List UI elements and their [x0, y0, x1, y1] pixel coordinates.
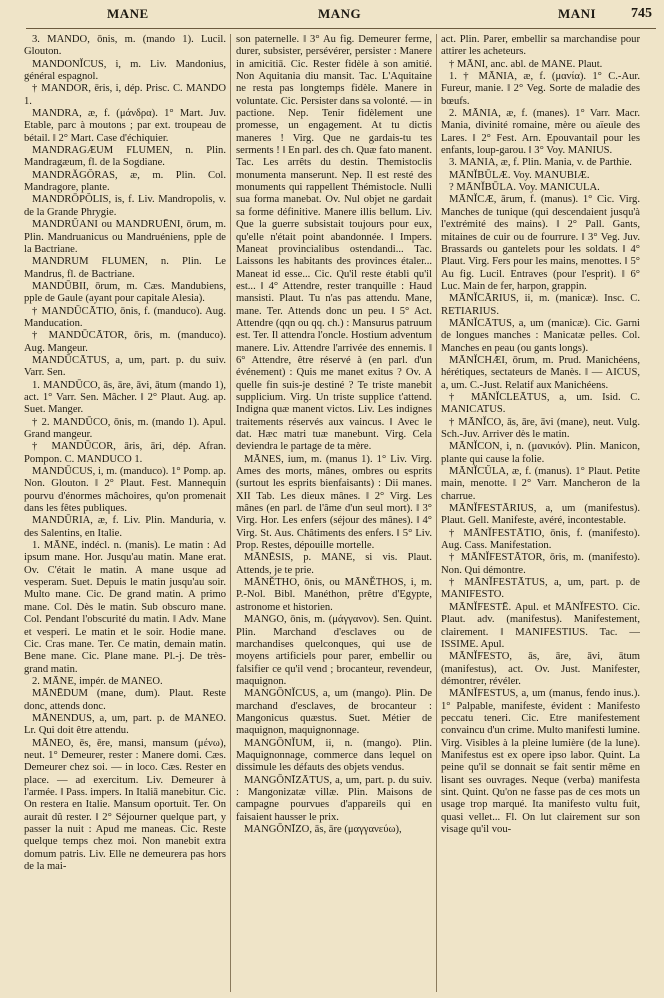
dictionary-entry: MĀNĬFESTĀRIUS, a, um (manifestus). Plaut. Gell. Manifeste, avéré, incontestable.: [441, 503, 640, 527]
page-number: 745: [631, 6, 652, 21]
header-right-guideword: MANI: [558, 6, 597, 21]
dictionary-entry: MANDRA, æ, f. (μάνδρα). 1° Mart. Juv. Etable, parc à moutons ; par ext. troupeau de bétail. ‖ 2° Mart. Case d'échiquier.: [24, 108, 226, 144]
page-header: [0, 6, 664, 24]
dictionary-entry: MĀNES, ium, m. (manus 1). 1° Liv. Virg. Ames des morts, mânes, ombres ou esprits (surtout les esprits bienfaisants) : Dii manes. XII Tab. Les dieux mânes. ‖ 2° Virg. Les mânes (en parl. de l'âme d'un seul mort). ‖ 3° Virg. Hor. Les enfers (séjour des mânes). ‖ 4° Virg. St. Aus. Châtiments des enfers. ‖ 5° Liv. Prop. Restes, dépouille mortelle.: [236, 453, 432, 552]
dictionary-entry: † MĀNĬFESTĀTUS, a, um, part. p. de MANIFESTO.: [441, 577, 640, 601]
dictionary-entry: MANDRUM FLUMEN, n. Plin. Le Mandrus, fl. de Bactriane.: [24, 256, 226, 280]
dictionary-entry: MANGŌNĪZĀTUS, a, um, part. p. du suiv. : Mangonizatæ villæ. Plin. Maisons de campagne pourvues d'appareils qui en faisaient hausser le prix.: [236, 774, 432, 823]
dictionary-entry: MANDONĬCUS, i, m. Liv. Mandonius, général espagnol.: [24, 58, 226, 83]
dictionary-entry: MĀNĒDUM (mane, dum). Plaut. Reste donc, attends donc.: [24, 688, 226, 712]
column-divider-1: [230, 34, 231, 992]
dictionary-entry: † MĀNI, anc. abl. de MANE. Plaut.: [449, 58, 603, 70]
dictionary-entry: 1. † MĀNIA, æ, f. (μανία). 1° C.-Aur. Fureur, manie. ‖ 2° Veg. Sorte de maladie des bœufs.: [441, 71, 640, 107]
dictionary-entry: MĀNENDUS, a, um, part. p. de MANEO. Lr. Qui doit être attendu.: [24, 712, 226, 737]
dictionary-entry: 3. MANIA, æ, f. Plin. Mania, v. de Parthie.: [449, 157, 632, 169]
dictionary-entry: MĀNĬCON, i, n. (μανικόν). Plin. Manicon, plante qui cause la folie.: [441, 441, 640, 465]
dictionary-entry: MANDRŌPŎLIS, is, f. Liv. Mandropolis, v. de la Grande Phrygie.: [24, 194, 226, 218]
dictionary-entry: MĀNĬCĀTUS, a, um (manicæ). Cic. Garni de longues manches : Manicatæ pelles. Col. Manches en peau (ou gants longs).: [441, 317, 640, 354]
dictionary-entry: † 2. MANDŪCO, ōnis, m. (mando 1). Apul. Grand mangeur.: [24, 416, 226, 440]
dictionary-entry: MANDRAGÆUM FLUMEN, n. Plin. Mandragæum, fl. de la Sogdiane.: [24, 145, 226, 169]
header-left-guideword: MANE: [107, 6, 149, 21]
dictionary-entry: MANDRĂGŎRAS, æ, m. Plin. Col. Mandragore, plante.: [24, 169, 226, 194]
dictionary-entry: MANGŌNĪZO, ās, āre (μαγγανεύω),: [244, 824, 402, 835]
header-center-guideword: MANG: [318, 6, 362, 21]
dictionary-entry: son paternelle. ‖ 3° Au fig. Demeurer ferme, durer, subsister, persévérer, persister : Manere in amicitiā. Cic. Rester fidèle à son amitié. Non Aquitania diu mansit. Tac. L'Aquitaine ne resta pas longtemps fidèle. Manere in voluntate. Cic. Persister dans sa volonté. — in pactione. Nep. Tenir fidèlement une promesse, un engagement. At tu dictis maneres ! Virg. Que ne gardais-tu tes serments ! ‖ En parl. des ch. Quæ fato manent. Tac. Les arrêts du destin. Themistoclis monumenta manserunt. Nep. Il est resté des monuments qui rappellent Thémistocle. Nulli sua forma manebat. Ov. Nul objet ne gardait sa forme définitive. Manere illis bellum. Liv. Que la guerre subsistait toujours pour eux, qu'elle n'était point abandonnée. ‖ Impers. Maneat provincialibus ostendandi... Tac. Laissons les habitants des provinces étaler... Maneat id esse... Cic. Qu'il reste établi qu'il est... ‖ 4° Attendre, rester tranquille : Haud mansisti. Plaut. Tu n'as pas attendu. Mane, mane. Ter. Attends donc un peu. ‖ 5° Act. Attendre (qqn ou qq. ch.) : Mansurus patruum est. Ter. Il attendra l'oncle. Hostium adventum manere. Liv. Attendre l'arrivée des ennemis. ‖ 6° Attendre, être réservé à (en parl. d'un événement) : Quis me manet exitus ? Ov. A quelle fin suis-je destiné ? Te triste manebit supplicium. Virg. Un triste supplice t'attend. Indigna quæ manent victos. Liv. Les indignes traitements réservés aux vaincus. ‖ Avec le dat. Hæc matri tuæ manebunt. Virg. Cela deviendra le partage de ta mère.: [236, 34, 432, 453]
dictionary-entry: MĀNEO, ēs, ēre, mansi, mansum (μένω), neut. 1° Demeurer, rester : Manere domi. Cæs. Demeurer chez soi. — in loco. Cæs. Rester en place. — ad exercitum. Liv. Demeurer à l'armée. ‖ Pass. impers. In Italiā manebitur. Cic. On restera en Italie. Mansum oportuit. Ter. On aurait dû rester. ‖ 2° Séjourner quelque part, y passer la nuit : Apud me maneas. Cic. Reste quelque temps chez moi. Non manebit extra domum patris. Liv. Elle ne demeurera pas hors de la mai-: [24, 737, 226, 873]
dictionary-entry: MĀNĬCHÆI, ōrum, m. Prud. Manichéens, hérétiques, sectateurs de Manès. ‖ — AICUS, a, um. C.-Just. Relatif aux Manichéens.: [441, 354, 640, 391]
dictionary-entry: MĀNĬCÆ, ārum, f. (manus). 1° Cic. Virg. Manches de tunique (qui descendaient jusqu'à l'extrémité des mains). ‖ 2° Pall. Gants, mitaines de cuir ou de fourrure. ‖ 3° Veg. Juv. Brassards ou gantelets pour les soldats. ‖ 4° Plaut. Virg. Fers pour les mains, menottes. ‖ 5° Au fig. Lucil. Entraves (pour l'esprit). ‖ 6° Luc. Main de fer, harpon, grappin.: [441, 194, 640, 292]
dictionary-entry: † MANDOR, ēris, i, dép. Prisc. C. MANDO 1.: [24, 83, 226, 107]
dictionary-entry: MANDRŬANI ou MANDRUĒNI, ōrum, m. Plin. Mandruanicus ou Mandruéniens, pple de la Bactriane.: [24, 219, 226, 255]
dictionary-entry: 1. MĀNE, indécl. n. (manis). Le matin : Ad ipsum mane. Hor. Jusqu'au matin. Mane erat. Ov. C'était le matin. A mane usque ad vesperam. Suet. Depuis le matin jusqu'au soir. Multo mane. Cic. De grand matin. A primo mane. Col. Dès le matin. Sub obscuro mane. Col. Pendant l'obscurité du matin. ‖ Adv. Mane et vesperi. Le matin et le soir. Hodie mane. Cic. Cras mane. Ter. Ce matin, demain matin. Bene mane. Cic. Plane mane. Pl.-j. De très-grand matin.: [24, 540, 226, 675]
dictionary-entry: † MĀNĬFESTĀTIO, ōnis, f. (manifesto). Aug. Cass. Manifestation.: [441, 527, 640, 552]
dictionary-entry: MĀNĬCĀRIUS, ii, m. (manicæ). Insc. C. RETIARIUS.: [441, 293, 640, 317]
dictionary-entry: MANDŪCUS, i, m. (manduco). 1° Pomp. ap. Non. Glouton. ‖ 2° Plaut. Fest. Mannequin pourvu d'énormes mâchoires, qu'on promenait dans les fêtes publiques.: [24, 466, 226, 515]
dictionary-entry: MĀNĒSIS, p. MANE, si vis. Plaut. Attends, je te prie.: [236, 552, 432, 576]
dictionary-entry: † MANDŪCĀTIO, ōnis, f. (manduco). Aug. Manducation.: [24, 305, 226, 329]
dictionary-entry: MANGŌNĬUM, ii, n. (mango). Plin. Maquignonnage, commerce dans lequel on dissimule les défauts des objets vendus.: [236, 737, 432, 774]
dictionary-entry: 2. MĀNE, impér. de MANEO.: [32, 675, 163, 687]
column-2: [236, 34, 432, 994]
dictionary-entry: MĀNĔTHO, ōnis, ou MĀNĔTHOS, i, m. P.-Nol. Bibl. Manéthon, prêtre d'Egypte, astronome et historien.: [236, 577, 432, 613]
column-1: [24, 34, 226, 994]
dictionary-entry: MĀNĬBŪLÆ. Voy. MANUBIÆ.: [449, 169, 590, 181]
dictionary-entry: † MĀNĬCO, ās, āre, āvi (mane), neut. Vulg. Sch.-Juv. Arriver dès le matin.: [441, 416, 640, 440]
column-divider-2: [436, 34, 437, 992]
dictionary-entry: MĀNĬFESTUS, a, um (manus, fendo inus.). 1° Palpable, manifeste, évident : Manifesto peccatu teneri. Cic. Etre manifestement convaincu d'un crime. Multo manifesti lumine. Virg. Visibles à la pleine lumière (de la lune). Manifestus est ex opere ipso labor. Quint. La peine qu'il se donnait se fait sentir même en lisant ses ouvrages. Neque (verba) manifesta sint. Quint. Qu'on ne fasse pas de ces mots un usage trop marqué. Ita manifesto vultu fuit, quasi vellet... Fl. On lut clairement sur son visage qu'il vou-: [441, 688, 640, 835]
dictionary-entry: † MĀNĬFESTĀTOR, ōris, m. (manifesto). Non. Qui démontre.: [441, 552, 640, 576]
dictionary-entry: † MĀNĬCLEĀTUS, a, um. Isid. C. MANICATUS.: [441, 391, 640, 416]
dictionary-entry: 2. MĀNIA, æ, f. (manes). 1° Varr. Macr. Mania, divinité romaine, mère ou aïeule des Lares. ‖ 2° Fest. Arn. Epouvantail pour les enfants, loup-garou. ‖ 3° Voy. MANIUS.: [441, 108, 640, 157]
dictionary-entry: 3. MANDO, ōnis, m. (mando 1). Lucil. Glouton.: [24, 34, 226, 58]
dictionary-entry: MĀNĬCŬLA, æ, f. (manus). 1° Plaut. Petite main, menotte. ‖ 2° Varr. Mancheron de la charrue.: [441, 466, 640, 502]
dictionary-entry: act. Plin. Parer, embellir sa marchandise pour attirer les acheteurs.: [441, 34, 640, 58]
dictionary-entry: ? MĀNĬBŪLA. Voy. MANICULA.: [449, 182, 600, 194]
dictionary-entry: MĀNĬFESTO, ās, āre, āvi, ātum (manifestus), act. Ov. Just. Manifester, démontrer, révéler.: [441, 651, 640, 687]
dictionary-entry: MANGO, ōnis, m. (μάγγανον). Sen. Quint. Plin. Marchand d'esclaves ou de marchandises quelconques, qui use de moyens artificiels pour parer, embellir ou falsifier ce qu'il vend ; brocanteur, revendeur, maquignon.: [236, 614, 432, 687]
dictionary-entry: MANDŪCĀTUS, a, um, part. p. du suiv. Varr. Sen.: [24, 354, 226, 379]
dictionary-entry: MANDŪRIA, æ, f. Liv. Plin. Manduria, v. des Salentins, en Italie.: [24, 515, 226, 539]
header-rule: [26, 28, 656, 29]
dictionary-entry: MANDŪBII, ōrum, m. Cæs. Mandubiens, pple de Gaule (ayant pour capitale Alesia).: [24, 280, 226, 305]
dictionary-entry: 1. MANDŪCO, ās, āre, āvi, ātum (mando 1), act. 1° Varr. Sen. Mâcher. ‖ 2° Plaut. Aug. ap. Suet. Manger.: [24, 379, 226, 416]
dictionary-entry: † MANDŪCĀTOR, ōris, m. (manduco). Aug. Mangeur.: [24, 330, 226, 354]
dictionary-entry: † MANDŪCOR, āris, āri, dép. Afran. Pompon. C. MANDUCO 1.: [24, 441, 226, 465]
column-3: [441, 34, 640, 994]
dictionary-entry: MĀNĬFESTĒ. Apul. et MĀNĬFESTO. Cic. Plaut. adv. (manifestus). Manifestement, clairement. ‖ MANIFESTIUS. Tac. — ISSIME. Apul.: [441, 601, 640, 650]
dictionary-entry: MANGŌNĬCUS, a, um (mango). Plin. De marchand d'esclaves, de brocanteur : Mangonicus quæstus. Suet. Métier de maquignon, maquignonnage.: [236, 688, 432, 737]
